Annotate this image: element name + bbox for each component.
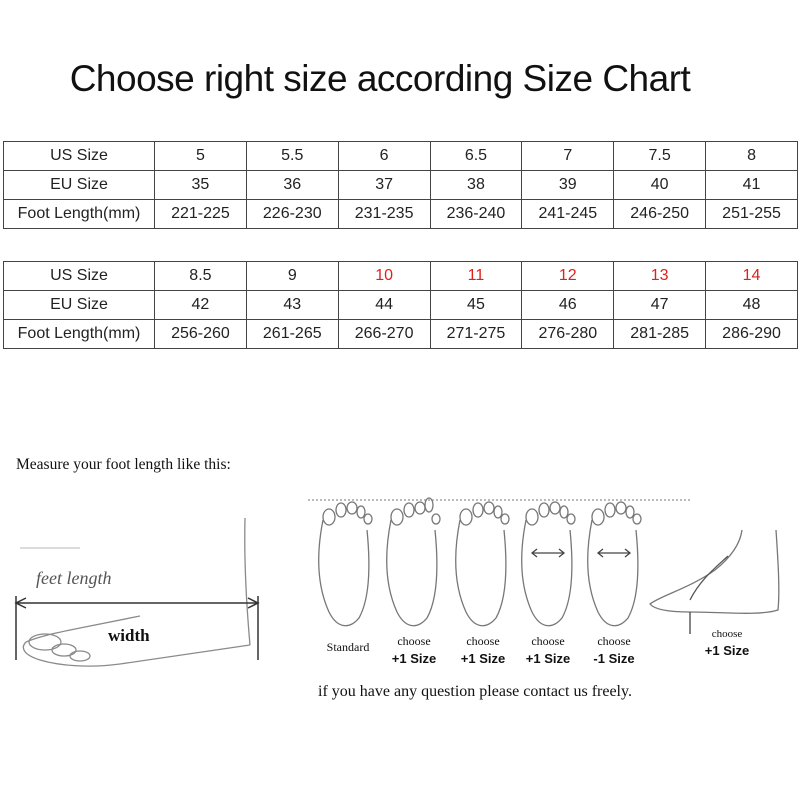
foot-plus1-c <box>522 502 575 626</box>
row-header: EU Size <box>4 291 155 320</box>
side-foot-label-top: choose <box>711 628 743 640</box>
table-cell-highlight: 11 <box>430 262 522 291</box>
table-cell: 221-225 <box>155 200 247 229</box>
feet-outlines <box>319 498 779 634</box>
table-cell: 226-230 <box>246 200 338 229</box>
foot-label-bottom: +1 Size <box>460 651 506 666</box>
foot-label-bottom: +1 Size <box>391 651 437 666</box>
table-cell: 246-250 <box>614 200 706 229</box>
table-cell: 35 <box>155 171 247 200</box>
width-label: width <box>108 626 150 645</box>
row-header: Foot Length(mm) <box>4 200 155 229</box>
table-cell: 40 <box>614 171 706 200</box>
table-cell: 48 <box>706 291 798 320</box>
table-cell: 271-275 <box>430 320 522 349</box>
row-header: US Size <box>4 262 155 291</box>
row-header: US Size <box>4 142 155 171</box>
table-cell: 43 <box>246 291 338 320</box>
foot-standard <box>319 502 372 626</box>
table-cell: 39 <box>522 171 614 200</box>
table-cell: 44 <box>338 291 430 320</box>
table-cell: 47 <box>614 291 706 320</box>
contact-note: if you have any question please contact us freely. <box>318 683 632 700</box>
table-cell: 236-240 <box>430 200 522 229</box>
row-header: EU Size <box>4 171 155 200</box>
foot-label-top: choose <box>531 634 565 648</box>
foot-label-top: choose <box>597 634 631 648</box>
table-cell: 6.5 <box>430 142 522 171</box>
table-cell: 38 <box>430 171 522 200</box>
page-title: Choose right size according Size Chart <box>69 58 691 99</box>
table-cell: 45 <box>430 291 522 320</box>
table-cell: 41 <box>706 171 798 200</box>
table-cell-highlight: 12 <box>522 262 614 291</box>
table-cell: 276-280 <box>522 320 614 349</box>
foot-high-instep <box>650 530 779 634</box>
foot-minus1 <box>588 502 641 626</box>
table-cell: 7 <box>522 142 614 171</box>
table-cell: 36 <box>246 171 338 200</box>
table-cell: 8.5 <box>155 262 247 291</box>
table-cell: 5.5 <box>246 142 338 171</box>
table-cell: 251-255 <box>706 200 798 229</box>
feet-length-label: feet length <box>36 568 112 588</box>
foot-label-top: Standard <box>326 640 370 654</box>
side-foot-label-bottom: +1 Size <box>704 643 750 658</box>
table-cell: 241-245 <box>522 200 614 229</box>
table-cell: 231-235 <box>338 200 430 229</box>
foot-label-top: choose <box>397 634 431 648</box>
foot-plus1-a <box>387 498 440 626</box>
table-cell: 8 <box>706 142 798 171</box>
foot-label-bottom: -1 Size <box>593 651 635 666</box>
table-cell: 256-260 <box>155 320 247 349</box>
table-cell: 9 <box>246 262 338 291</box>
table-cell: 37 <box>338 171 430 200</box>
table-cell: 6 <box>338 142 430 171</box>
table-cell: 261-265 <box>246 320 338 349</box>
table-cell: 286-290 <box>706 320 798 349</box>
foot-plus1-b <box>456 502 509 626</box>
foot-label-bottom: +1 Size <box>525 651 571 666</box>
table-cell: 7.5 <box>614 142 706 171</box>
table-cell-highlight: 13 <box>614 262 706 291</box>
table-cell-highlight: 10 <box>338 262 430 291</box>
table-cell: 42 <box>155 291 247 320</box>
measure-instruction: Measure your foot length like this: <box>16 456 231 473</box>
foot-label-top: choose <box>466 634 500 648</box>
table-cell: 46 <box>522 291 614 320</box>
table-cell-highlight: 14 <box>706 262 798 291</box>
table-cell: 281-285 <box>614 320 706 349</box>
table-cell: 5 <box>155 142 247 171</box>
row-header: Foot Length(mm) <box>4 320 155 349</box>
table-cell: 266-270 <box>338 320 430 349</box>
